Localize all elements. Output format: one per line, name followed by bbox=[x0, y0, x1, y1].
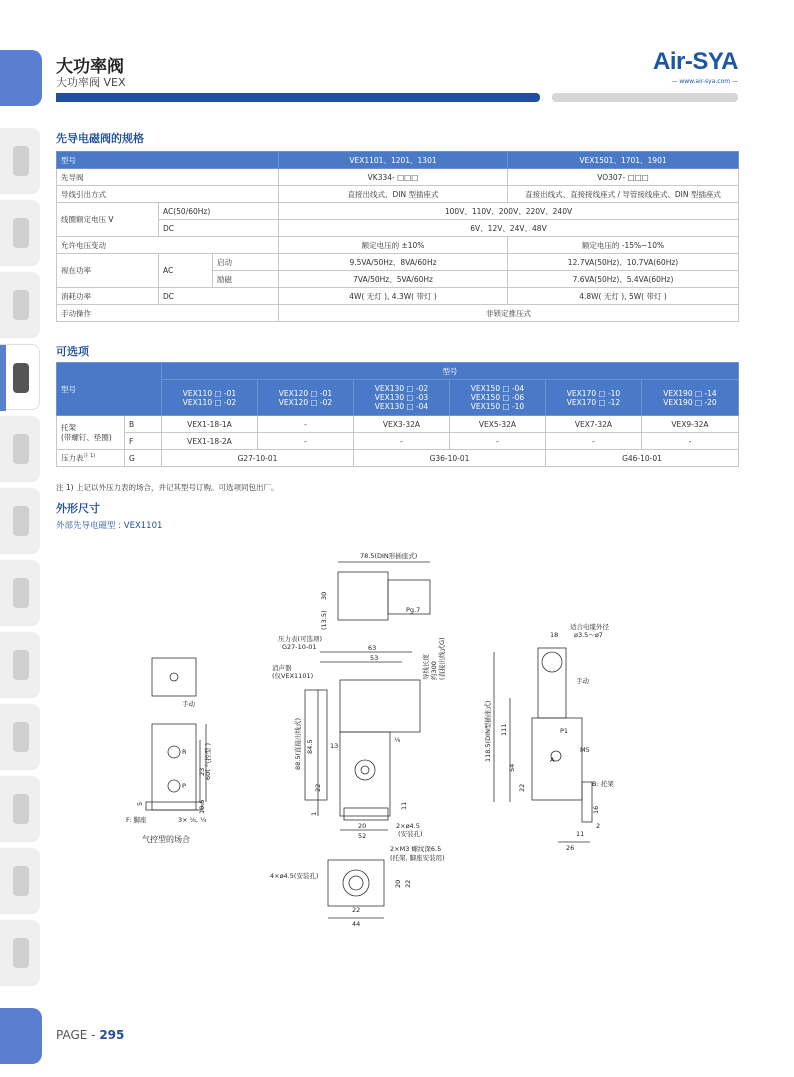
th-col: VEX110 □ -01 VEX110 □ -02 bbox=[162, 380, 258, 416]
dimension-label: P bbox=[182, 782, 186, 790]
cell: 手动操作 bbox=[57, 305, 279, 322]
cell: - bbox=[258, 416, 354, 433]
dimension-label: F: 脚座 bbox=[126, 816, 147, 824]
dimension-label: 手动 bbox=[576, 677, 589, 685]
cell: 6V、12V、24V、48V bbox=[279, 220, 739, 237]
dimension-label: (安装孔) bbox=[398, 830, 423, 838]
brand-logo: Air-SYA bbox=[653, 48, 738, 75]
cell: G46-10-01 bbox=[546, 450, 739, 467]
manual-knob bbox=[170, 673, 178, 681]
cell bbox=[57, 450, 125, 467]
side-nav-item[interactable] bbox=[0, 200, 40, 266]
dims-heading: 外形尺寸 bbox=[56, 502, 100, 515]
dims-subheading: 外部先导电磁型 : VEX1101 bbox=[56, 521, 163, 531]
cell: VEX1-18-2A bbox=[162, 433, 258, 450]
dimension-label: 20 bbox=[358, 822, 367, 830]
dimension-label: G27-10-01 bbox=[282, 643, 317, 651]
page-subtitle: 大功率阀 VEX bbox=[56, 76, 126, 89]
cell: 直接出线式、DIN 型插座式 bbox=[279, 186, 508, 203]
dimension-label: (13.5) bbox=[320, 610, 328, 630]
product-icon bbox=[13, 146, 29, 176]
table-row bbox=[57, 433, 739, 450]
footnote-mark: 注 1) bbox=[83, 453, 96, 460]
dimension-label: 118.5(DIN型插座式) bbox=[484, 700, 492, 762]
gauge-label: 压力表 bbox=[61, 453, 84, 463]
product-icon bbox=[13, 434, 29, 464]
side-nav-item[interactable] bbox=[0, 416, 40, 482]
table-row bbox=[57, 169, 739, 186]
page-prefix: PAGE - bbox=[56, 1028, 100, 1042]
dimension-label: (直接出线式G) bbox=[438, 637, 446, 680]
th-col: VEX170 □ -10 VEX170 □ -12 bbox=[546, 380, 642, 416]
valve-side-body bbox=[532, 718, 582, 800]
cell: - bbox=[450, 433, 546, 450]
cell: 视在功率 bbox=[57, 254, 159, 288]
cell: - bbox=[546, 433, 642, 450]
drawing-labels bbox=[126, 551, 614, 928]
dimension-label: 约300 bbox=[430, 661, 438, 680]
dimension-label: 2 bbox=[596, 822, 601, 830]
bottom-view bbox=[328, 860, 384, 906]
side-nav-item[interactable] bbox=[0, 128, 40, 194]
th-model-top: 型号 bbox=[162, 363, 739, 380]
dimension-label: A bbox=[550, 756, 555, 764]
cell: G36-10-01 bbox=[354, 450, 546, 467]
product-icon bbox=[13, 938, 29, 968]
cell: 4W( 无灯 ), 4.3W( 带灯 ) bbox=[279, 288, 508, 305]
dimension-label: 26 bbox=[566, 844, 575, 852]
dimension-label: 手动 bbox=[182, 700, 195, 708]
dimension-label: B: 托架 bbox=[592, 780, 614, 788]
cell: VEX5-32A bbox=[450, 416, 546, 433]
air-body bbox=[152, 724, 196, 810]
air-top-view bbox=[152, 658, 196, 696]
dimension-label: 60( 气控型 ) bbox=[204, 743, 212, 780]
dimension-label: 1 bbox=[310, 811, 318, 816]
connector-side bbox=[538, 648, 566, 718]
cell: 9.5VA/50Hz、8VA/60Hz bbox=[279, 254, 508, 271]
dimension-label: ⅛ bbox=[394, 736, 401, 744]
cell: B bbox=[125, 416, 162, 433]
th-model: 型号 bbox=[57, 152, 279, 169]
dimension-label: 导线长度 bbox=[422, 654, 430, 680]
options-table bbox=[56, 362, 739, 467]
table-header-row bbox=[57, 363, 739, 380]
dimension-label: R bbox=[182, 748, 187, 756]
cell: 允许电压变动 bbox=[57, 237, 279, 254]
dimension-label: 44 bbox=[352, 920, 361, 928]
cell: VEX9-32A bbox=[642, 416, 739, 433]
side-nav-item[interactable] bbox=[0, 272, 40, 338]
product-icon bbox=[13, 506, 29, 536]
table-row bbox=[57, 186, 739, 203]
footer-tab bbox=[0, 1008, 42, 1064]
dimension-label: 53 bbox=[370, 654, 379, 662]
mount-foot bbox=[344, 808, 388, 820]
dimension-label: 22 bbox=[314, 783, 322, 792]
dimension-label: 压力表(可选项) bbox=[278, 635, 323, 643]
table-header-row bbox=[57, 152, 739, 169]
th-model: 型号 bbox=[57, 363, 162, 416]
table-row bbox=[57, 220, 739, 237]
cell: 托架 (带螺钉、垫圈) bbox=[57, 416, 125, 450]
th-model-b: VEX1501、1701、1901 bbox=[508, 152, 739, 169]
cell: AC(50/60Hz) bbox=[159, 203, 279, 220]
table-row bbox=[57, 416, 739, 433]
dimension-label: 4×ø4.5(安装孔) bbox=[270, 872, 319, 880]
dimension-label: 20 bbox=[394, 879, 402, 888]
dimension-label: 16 bbox=[592, 805, 600, 814]
cell: VEX3-32A bbox=[354, 416, 450, 433]
cell: 额定电压的 ±10% bbox=[279, 237, 508, 254]
brand-url: — www.air-sya.com — bbox=[671, 78, 738, 85]
table-row bbox=[57, 305, 739, 322]
dimension-label: ø3.5～ø7 bbox=[574, 631, 603, 639]
table-row bbox=[57, 237, 739, 254]
cell: 启动 bbox=[213, 254, 279, 271]
cell: 7VA/50Hz、5VA/60Hz bbox=[279, 271, 508, 288]
cell: DC bbox=[159, 288, 279, 305]
cell: - bbox=[642, 433, 739, 450]
th-col: VEX120 □ -01 VEX120 □ -02 bbox=[258, 380, 354, 416]
dimension-label: 11 bbox=[576, 830, 585, 838]
dimension-label: 78.5(DIN形插座式) bbox=[360, 552, 418, 560]
table-row bbox=[57, 450, 739, 467]
dimension-label: 22 bbox=[518, 783, 526, 792]
dimension-label: 111 bbox=[500, 723, 508, 736]
dimension-label: (仅VEX1101) bbox=[272, 672, 314, 680]
table-row bbox=[57, 203, 739, 220]
product-icon bbox=[13, 363, 29, 393]
cell: 先导阀 bbox=[57, 169, 279, 186]
cell: G27-10-01 bbox=[162, 450, 354, 467]
dimension-label: Pg.7 bbox=[406, 606, 421, 614]
cell: 12.7VA(50Hz)、10.7VA(60Hz) bbox=[508, 254, 739, 271]
dimension-label: 23 bbox=[198, 767, 206, 776]
cell: DC bbox=[159, 220, 279, 237]
table-row bbox=[57, 288, 739, 305]
cell: 直接出线式、直接接线座式 / 导管接线座式、DIN 型插座式 bbox=[508, 186, 739, 203]
header-tab bbox=[0, 50, 42, 106]
dimension-label: 22 bbox=[352, 906, 361, 914]
port-r bbox=[168, 746, 180, 758]
dimension-label: 3× ⅛, ¼ bbox=[178, 816, 207, 824]
valve-port bbox=[355, 760, 375, 780]
cell: 励磁 bbox=[213, 271, 279, 288]
dimension-label: 5 bbox=[136, 801, 144, 806]
dimension-label: 适合电缆外径 bbox=[570, 623, 609, 631]
dimension-label: 18 bbox=[550, 631, 559, 639]
dimension-label: 消声器 bbox=[272, 664, 292, 672]
bracket bbox=[582, 782, 592, 822]
th-col: VEX190 □ -14 VEX190 □ -20 bbox=[642, 380, 739, 416]
cell: VK334- □□□ bbox=[279, 169, 508, 186]
dimension-label: 84.5 bbox=[306, 739, 314, 754]
dimension-label: 10.5 bbox=[198, 799, 206, 814]
dimension-label: 30 bbox=[320, 591, 328, 600]
cell: AC bbox=[159, 254, 213, 288]
options-note: 注 1) 上记以外压力表的场合，并记其型号订购。可选项同包出厂。 bbox=[56, 483, 279, 492]
cell: VEX7-32A bbox=[546, 416, 642, 433]
cell: - bbox=[354, 433, 450, 450]
th-model-a: VEX1101、1201、1301 bbox=[279, 152, 508, 169]
cell: 线圈额定电压 V bbox=[57, 203, 159, 237]
cell: 4.8W( 无灯 ), 5W( 带灯 ) bbox=[508, 288, 739, 305]
dimension-label: (托架, 脚座安装用) bbox=[390, 854, 445, 862]
dimension-label: 63 bbox=[368, 644, 377, 652]
dimension-label: 2×M3 螺纹深6.5 bbox=[390, 845, 442, 853]
cell: VO307- □□□ bbox=[508, 169, 739, 186]
dimension-label: 气控型的场合 bbox=[142, 835, 190, 844]
dimension-label: 52 bbox=[358, 832, 367, 840]
solenoid-coil bbox=[340, 680, 420, 732]
header-bar-gray bbox=[552, 93, 738, 102]
cell: G bbox=[125, 450, 162, 467]
spec-heading: 先导电磁阀的规格 bbox=[56, 132, 144, 145]
cell: VEX1-18-1A bbox=[162, 416, 258, 433]
dimension-label: 54 bbox=[508, 763, 516, 772]
product-icon bbox=[13, 290, 29, 320]
cell: 导线引出方式 bbox=[57, 186, 279, 203]
dimension-label: M5 bbox=[580, 746, 590, 754]
air-foot bbox=[146, 802, 202, 810]
th-col: VEX150 □ -04 VEX150 □ -06 VEX150 □ -10 bbox=[450, 380, 546, 416]
page-number bbox=[56, 1028, 124, 1042]
cell: 非锁定推压式 bbox=[279, 305, 739, 322]
cell: - bbox=[258, 433, 354, 450]
table-row bbox=[57, 254, 739, 271]
dimension-label: 11 bbox=[400, 801, 408, 810]
page-num: 295 bbox=[99, 1028, 125, 1042]
product-icon bbox=[13, 218, 29, 248]
din-connector bbox=[338, 572, 388, 620]
dimension-label: 88.5(直接出线式) bbox=[294, 717, 302, 770]
spec-table bbox=[56, 151, 739, 322]
dimension-label: 2×ø4.5 bbox=[396, 822, 420, 830]
header-bar bbox=[56, 93, 540, 102]
port-p bbox=[168, 780, 180, 792]
cell: 100V、110V、200V、220V、240V bbox=[279, 203, 739, 220]
dimension-label: 22 bbox=[404, 879, 412, 888]
dimension-drawing bbox=[0, 540, 794, 940]
cell: 7.6VA(50Hz)、5.4VA(60Hz) bbox=[508, 271, 739, 288]
cell: 消耗功率 bbox=[57, 288, 159, 305]
page-title: 大功率阀 bbox=[56, 57, 124, 77]
dimension-label: P1 bbox=[560, 727, 569, 735]
options-heading: 可选项 bbox=[56, 345, 89, 358]
dimension-label: 13 bbox=[330, 742, 339, 750]
cable-gland bbox=[542, 652, 562, 672]
th-col: VEX130 □ -02 VEX130 □ -03 VEX130 □ -04 bbox=[354, 380, 450, 416]
cell: 额定电压的 -15%~10% bbox=[508, 237, 739, 254]
cell: F bbox=[125, 433, 162, 450]
side-nav-item-active[interactable] bbox=[0, 344, 40, 410]
